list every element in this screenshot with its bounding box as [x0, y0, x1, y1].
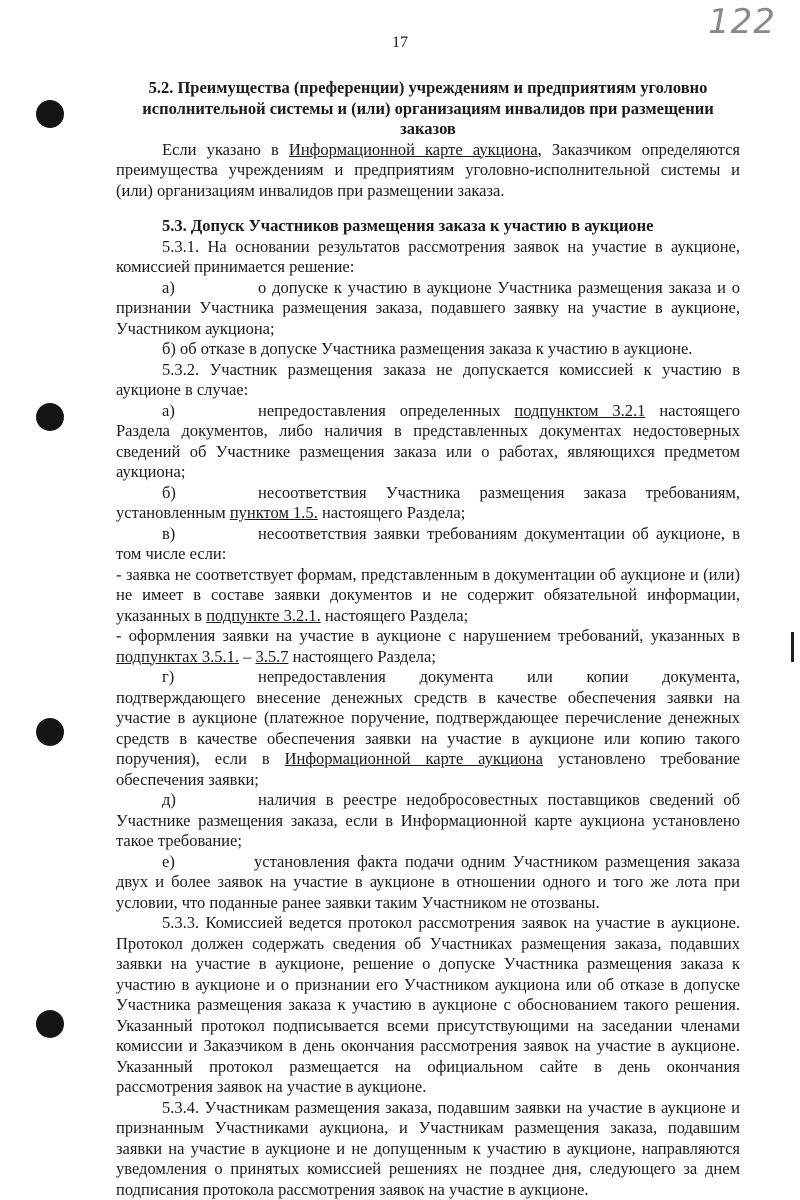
margin-mark	[791, 632, 794, 662]
punch-hole-mark	[36, 1010, 64, 1038]
punch-hole-mark	[36, 718, 64, 746]
page-number: 17	[0, 34, 800, 52]
clause-1-5-link[interactable]: пунктом 1.5.	[230, 503, 318, 522]
dash-item-forms: - заявка не соответствует формам, представленным в документации об аукционе и (или) не имеет в составе заявки документов и не содержит обязательной информации, указанных в подпункте 3.2.1. настоящего Раздела;	[116, 565, 740, 627]
clause-5-3-2-b: б) несоответствия Участника размещения заказа требованиям, установленным пунктом 1.5. настоящего Раздела;	[116, 483, 740, 524]
punch-hole-mark	[36, 100, 64, 128]
subclause-3-5-7-link[interactable]: 3.5.7	[255, 647, 288, 666]
clause-5-3-2-d: д) наличия в реестре недобросовестных поставщиков сведений об Участнике размещения заказа, если в Информационной карте аукциона установлено такое требование;	[116, 790, 740, 852]
clause-5-3-2: 5.3.2. Участник размещения заказа не допускается комиссией к участию в аукционе в случае:	[116, 360, 740, 401]
section-5-3-heading: 5.3. Допуск Участников размещения заказа к участию в аукционе	[116, 216, 740, 237]
clause-5-3-2-e: е) установления факта подачи одним Участником размещения заказа двух и более заявок на участие в аукционе в отношении одного и того же лота при условии, что поданные ранее заявки таким Участником не отозваны.	[116, 852, 740, 914]
clause-5-3-1: 5.3.1. На основании результатов рассмотрения заявок на участие в аукционе, комиссией принимается решение:	[116, 237, 740, 278]
punch-hole-mark	[36, 403, 64, 431]
clause-5-3-2-g: г) непредоставления документа или копии документа, подтверждающего внесение денежных средств в качестве обеспечения заявки на участие в аукционе (платежное поручение, подтверждающее перечисление денежных средств в качестве обеспечения заявки на участие в аукционе или копию такого поручения), если в Информационной карте аукциона установлено требование обеспечения заявки;	[116, 667, 740, 790]
handwritten-page-number: 122	[708, 2, 776, 42]
clause-5-3-3: 5.3.3. Комиссией ведется протокол рассмотрения заявок на участие в аукционе. Протокол должен содержать сведения об Участниках размещения заказа, подавших заявки на участие в аукционе, решение о допуске Участника размещения заказа к участию в аукционе и о признании его Участником аукциона или об отказе в допуске Участника размещения заказа к участию в аукционе с обоснованием такого решения. Указанный протокол подписывается всеми присутствующими на заседании членами комиссии и Заказчиком в день окончания рассмотрения заявок на участие в аукционе. Указанный протокол размещается на официальном сайте в день окончания рассмотрения заявок на участие в аукционе.	[116, 913, 740, 1098]
subclause-3-5-1-link[interactable]: подпунктах 3.5.1.	[116, 647, 239, 666]
section-5-2-paragraph: Если указано в Информационной карте аукциона, Заказчиком определяются преимущества учреждениям и предприятиям уголовно-исполнительной системы и (или) организациям инвалидов при размещении заказа.	[116, 140, 740, 202]
info-card-link[interactable]: Информационной карте аукциона	[289, 140, 538, 159]
document-body	[116, 78, 740, 1200]
section-5-2-heading: 5.2. Преимущества (преференции) учреждениям и предприятиям уголовно исполнительной системы и (или) организациям инвалидов при размещении заказов	[116, 78, 740, 140]
clause-5-3-1-b: б) об отказе в допуске Участника размещения заказа к участию в аукционе.	[116, 339, 740, 360]
info-card-link[interactable]: Информационной карте аукциона	[285, 749, 543, 768]
subclause-3-2-1-link[interactable]: подпункте 3.2.1.	[206, 606, 321, 625]
dash-item-requirements: - оформления заявки на участие в аукционе с нарушением требований, указанных в подпунктах 3.5.1. – 3.5.7 настоящего Раздела;	[116, 626, 740, 667]
clause-5-3-2-v: в) несоответствия заявки требованиям документации об аукционе, в том числе если:	[116, 524, 740, 565]
clause-5-3-2-a: а) непредоставления определенных подпунктом 3.2.1 настоящего Раздела документов, либо наличия в представленных документах недостоверных сведений об Участнике размещения заказа или о работах, являющихся предметом аукциона;	[116, 401, 740, 483]
clause-5-3-1-a: а) о допуске к участию в аукционе Участника размещения заказа и о признании Участника размещения заказа, подавшего заявку на участие в аукционе, Участником аукциона;	[116, 278, 740, 340]
subclause-3-2-1-link[interactable]: подпунктом 3.2.1	[514, 401, 645, 420]
clause-5-3-4: 5.3.4. Участникам размещения заказа, подавшим заявки на участие в аукционе и признанным Участниками аукциона, и Участникам размещения заказа, подавшим заявки на участие в аукционе и не допущенным к участию в аукционе, направляются уведомления о принятых комиссией решениях не позднее дня, следующего за днем подписания протокола рассмотрения заявок на участие в аукционе.	[116, 1098, 740, 1200]
